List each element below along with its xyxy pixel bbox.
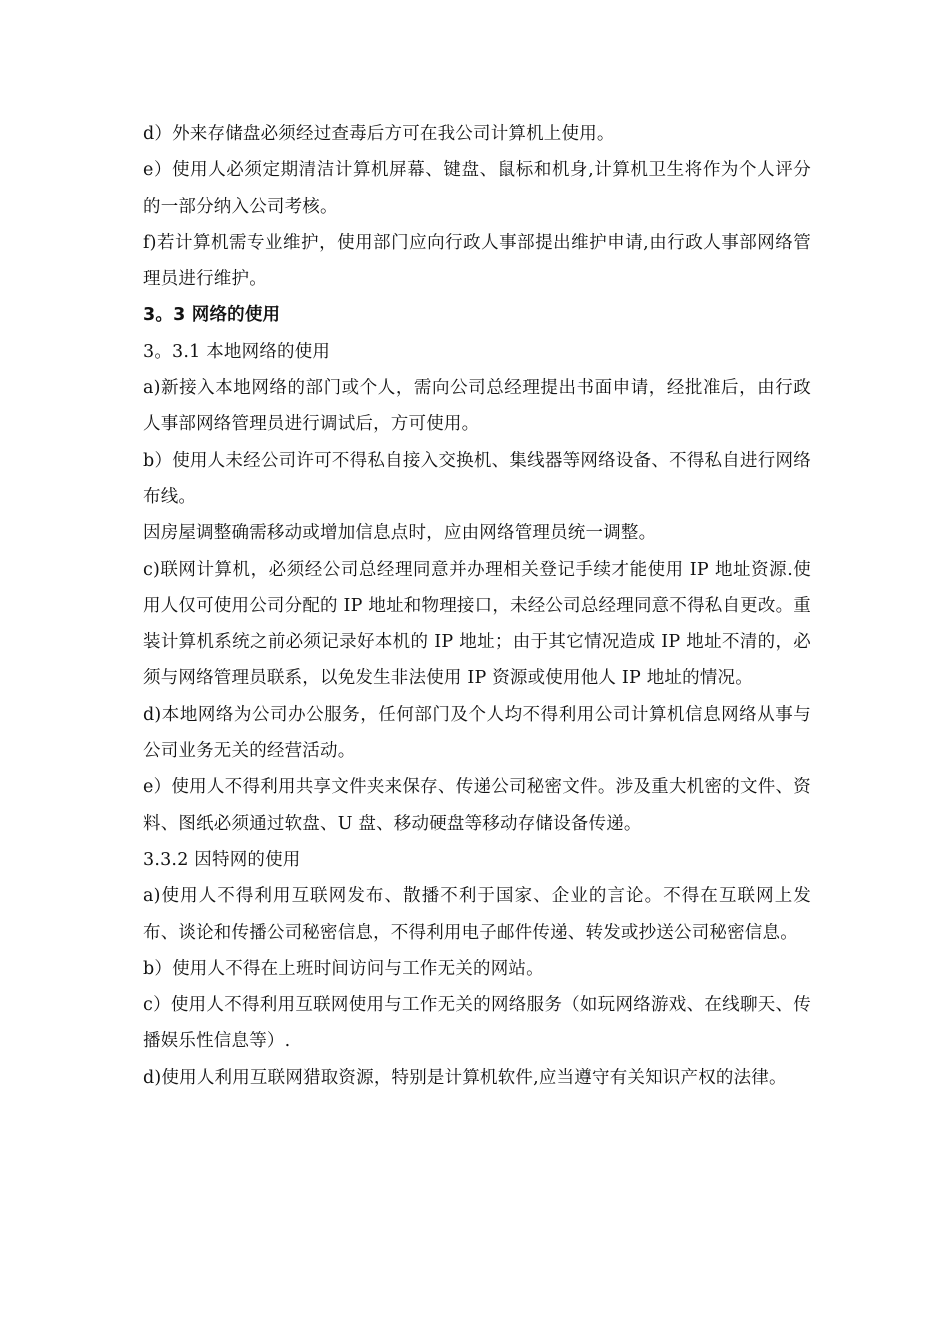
- paragraph: a)新接入本地网络的部门或个人，需向公司总经理提出书面申请，经批准后，由行政人事部网络管理员进行调试后，方可使用。: [143, 378, 811, 435]
- paragraph: c)联网计算机，必须经公司总经理同意并办理相关登记手续才能使用 IP 地址资源.使用人仅可使用公司分配的 IP 地址和物理接口，未经公司总经理同意不得私自更改。重装计算机系统之前必须记录好本机的 IP 地址；由于其它情况造成 IP 地址不清的，必须与网络管理员联系，以免发生非法使用 IP 资源或使用他人 IP 地址的情况。: [143, 559, 811, 689]
- paragraph: d）外来存储盘必须经过查毒后方可在我公司计算机上使用。: [143, 124, 615, 144]
- paragraph: a)使用人不得利用互联网发布、散播不利于国家、企业的言论。不得在互联网上发布、谈论和传播公司秘密信息，不得利用电子邮件传递、转发或抄送公司秘密信息。: [143, 886, 811, 943]
- paragraph: e）使用人必须定期清洁计算机屏幕、键盘、鼠标和机身,计算机卫生将作为个人评分的一部分纳入公司考核。: [143, 160, 811, 217]
- paragraph: d)本地网络为公司办公服务，任何部门及个人均不得利用公司计算机信息网络从事与公司业务无关的经营活动。: [143, 704, 811, 762]
- subsection-heading: 3.3.2 因特网的使用: [143, 849, 301, 870]
- paragraph: b）使用人未经公司许可不得私自接入交换机、集线器等网络设备、不得私自进行网络布线。: [143, 450, 811, 507]
- subsection-heading: 3。3.1 本地网络的使用: [143, 341, 331, 362]
- paragraph: e）使用人不得利用共享文件夹来保存、传递公司秘密文件。涉及重大机密的文件、资料、图纸必须通过软盘、U 盘、移动硬盘等移动存储设备传递。: [143, 777, 811, 834]
- paragraph: 因房屋调整确需移动或增加信息点时，应由网络管理员统一调整。: [143, 523, 657, 544]
- section-heading: 3。3 网络的使用: [143, 305, 281, 326]
- paragraph: b）使用人不得在上班时间访问与工作无关的网站。: [143, 958, 544, 979]
- paragraph: f)若计算机需专业维护，使用部门应向行政人事部提出维护申请,由行政人事部网络管理员进行维护。: [143, 232, 811, 290]
- document-body: [143, 116, 811, 1096]
- paragraph: d)使用人利用互联网猎取资源，特别是计算机软件,应当遵守有关知识产权的法律。: [143, 1067, 787, 1088]
- paragraph: c）使用人不得利用互联网使用与工作无关的网络服务（如玩网络游戏、在线聊天、传播娱乐性信息等）.: [143, 995, 811, 1052]
